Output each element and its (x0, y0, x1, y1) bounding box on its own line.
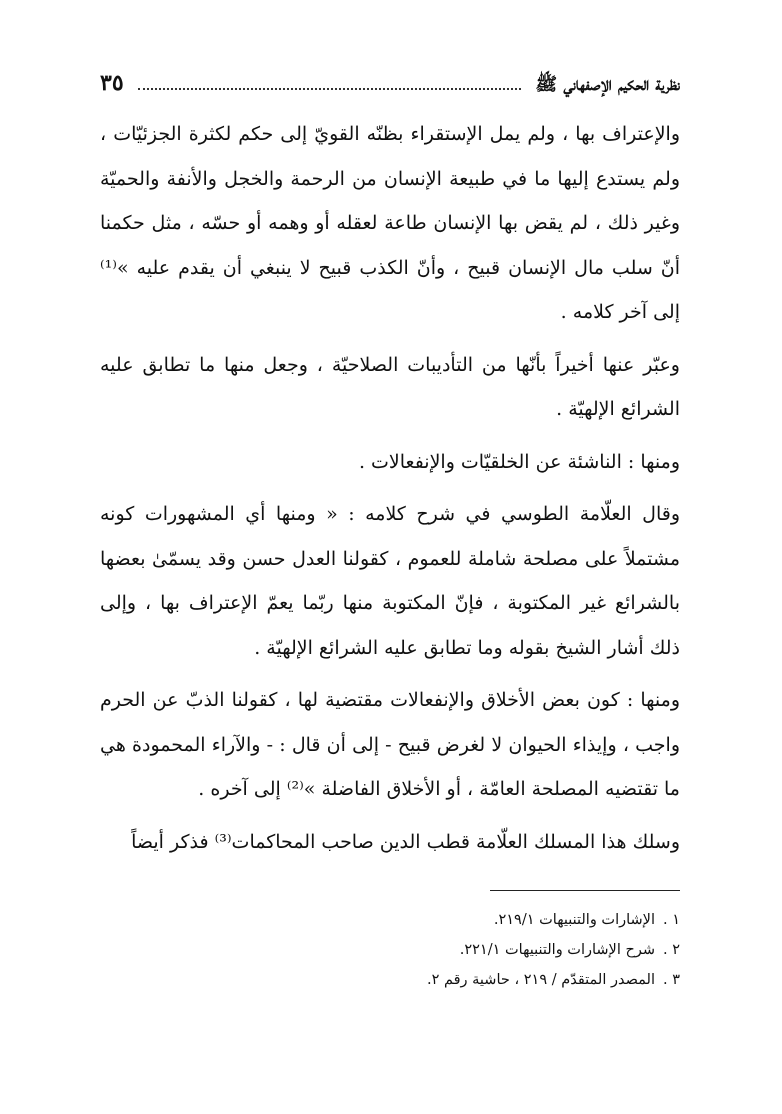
running-title: نظرية الحكيم الإصفهاني ﷺ (535, 74, 680, 95)
paragraph: وعبّر عنها أخيراً بأنّها من التأديبات الصلاحيّة ، وجعل منها ما تطابق عليه الشرائع الإلهيّة . (100, 353, 680, 420)
dotted-leader (138, 78, 522, 90)
footnote-item (100, 905, 680, 935)
footnote-number: ٢ . (662, 942, 680, 958)
footnote-item (100, 935, 680, 965)
footnote-item (100, 965, 680, 995)
body-text (100, 112, 680, 864)
paragraph: وقال العلّامة الطوسي في شرح كلامه : « ومنها أي المشهورات كونه مشتملاً على مصلحة شاملة للعموم ، كقولنا العدل حسن وقد يسمّىٰ بعضها بالشرائع غير المكتوبة ، فإنّ المكتوبة منها ربّما يعمّ الإعتراف بها ، وإلى ذلك أشار الشيخ بقوله وما تطابق عليه الشرائع الإلهيّة . (100, 503, 680, 659)
footnote-text: المصدر المتقدّم / ٢١٩ ، حاشية رقم ٢. (426, 972, 655, 988)
paragraph: والإعتراف بها ، ولم يمل الإستقراء بظنّه القويّ إلى حكم لكثرة الجزئيّات ، ولم يستدع إليها ما في طبيعة الإنسان من الرحمة والخجل والأنفة والحميّة وغير ذلك ، لم يقض بها الإنسان طاعة لعقله أو وهمه أو حسّه ، مثل حكمنا أنّ سلب مال الإنسان قبيح ، وأنّ الكذب قبيح لا ينبغي أن يقدم عليه »⁽¹⁾ إلى آخر كلامه . (100, 123, 680, 323)
book-page (100, 70, 680, 995)
footnote-text: شرح الإشارات والتنبيهات ٢٢١/١. (459, 942, 655, 958)
page-number: ٣٥ (100, 70, 124, 96)
footnote-number: ١ . (662, 912, 680, 928)
paragraph: ومنها : كون بعض الأخلاق والإنفعالات مقتضية لها ، كقولنا الذبّ عن الحرم واجب ، وإيذاء الحيوان لا لغرض قبيح - إلى أن قال : - والآراء المحمودة هي ما تقتضيه المصلحة العامّة ، أو الأخلاق الفاضلة »⁽²⁾ إلى آخره . (100, 689, 680, 800)
paragraph: ومنها : الناشئة عن الخلقيّات والإنفعالات . (358, 450, 680, 473)
footnote-divider (490, 890, 680, 891)
running-header (100, 70, 680, 106)
paragraph: وسلك هذا المسلك العلّامة قطب الدين صاحب المحاكمات⁽³⁾ فذكر أيضاً (131, 830, 680, 853)
footnote-number: ٣ . (662, 972, 680, 988)
footnotes (100, 905, 680, 995)
footnote-text: الإشارات والتنبيهات ٢١٩/١. (493, 912, 655, 928)
